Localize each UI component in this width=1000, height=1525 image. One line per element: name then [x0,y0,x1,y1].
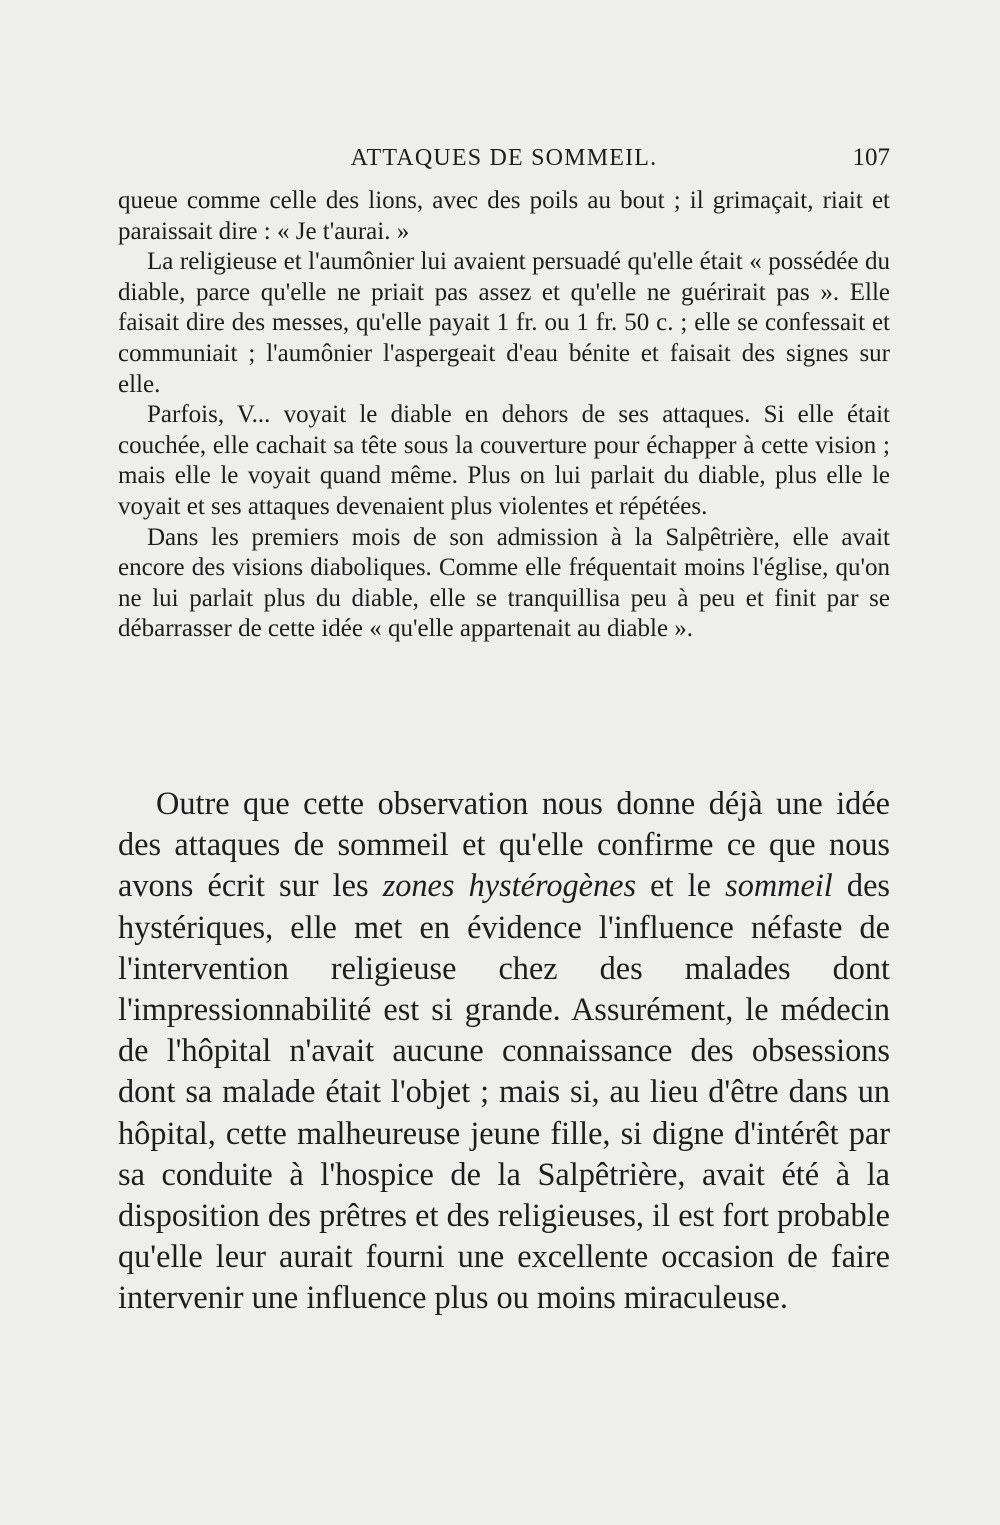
commentary-text [118,783,890,1319]
text-run: et le [636,867,726,904]
paragraph: Parfois, V... voyait le diable en dehors de ses attaques. Si elle était couchée, elle cachait sa tête sous la couverture pour échapper à cette vision ; mais elle le voyait quand même. Plus on lui parlait du diable, plus elle le voyait et ses attaques devenaient plus violentes et répétées. [118,401,890,520]
case-report-text [118,186,890,645]
italic-term: sommeil [725,867,833,904]
paragraph [118,783,890,1319]
paragraph: La religieuse et l'aumônier lui avaient persuadé qu'elle était « possédée du diable, parce qu'elle ne priait pas assez et qu'elle ne guérirait pas ». Elle faisait dire des messes, qu'elle payait 1 fr. ou 1 fr. 50 c. ; elle se confessait et communiait ; l'aumônier l'aspergeait d'eau bénite et faisait des signes sur elle. [118,248,890,398]
italic-term: zones hystérogènes [382,867,637,904]
text-run: des hystériques, elle met en évidence l'influence néfaste de l'intervention religieuse chez des malades dont l'impressionnabilité est si grande. Assurément, le médecin de l'hôpital n'avait aucune connaissance des obsessions dont sa malade était l'objet ; mais si, au lieu d'être dans un hôpital, cette malheureuse jeune fille, si digne d'intérêt par sa conduite à l'hospice de la Salpêtrière, avait été à la disposition des prêtres et des religieuses, il est fort probable qu'elle leur aurait fourni une excellente occasion de faire intervenir une influence plus ou moins miraculeuse. [118,867,890,1316]
paragraph: queue comme celle des lions, avec des poils au bout ; il grimaçait, riait et paraissait dire : « Je t'aurai. » [118,187,890,245]
page-number: 107 [852,144,890,171]
page-header [118,140,890,176]
text-run: Outre que cette observation nous donne déjà une idée des attaques de sommeil et qu'elle confirme ce que nous avons écrit sur les [118,785,890,904]
paragraph: Dans les premiers mois de son admission à la Salpêtrière, elle avait encore des visions diaboliques. Comme elle fréquentait moins l'église, qu'on ne lui parlait plus du diable, elle se tranquillisa peu à peu et finit par se débarrasser de cette idée « qu'elle appartenait au diable ». [118,523,890,643]
running-title: ATTAQUES DE SOMMEIL. [350,145,658,171]
